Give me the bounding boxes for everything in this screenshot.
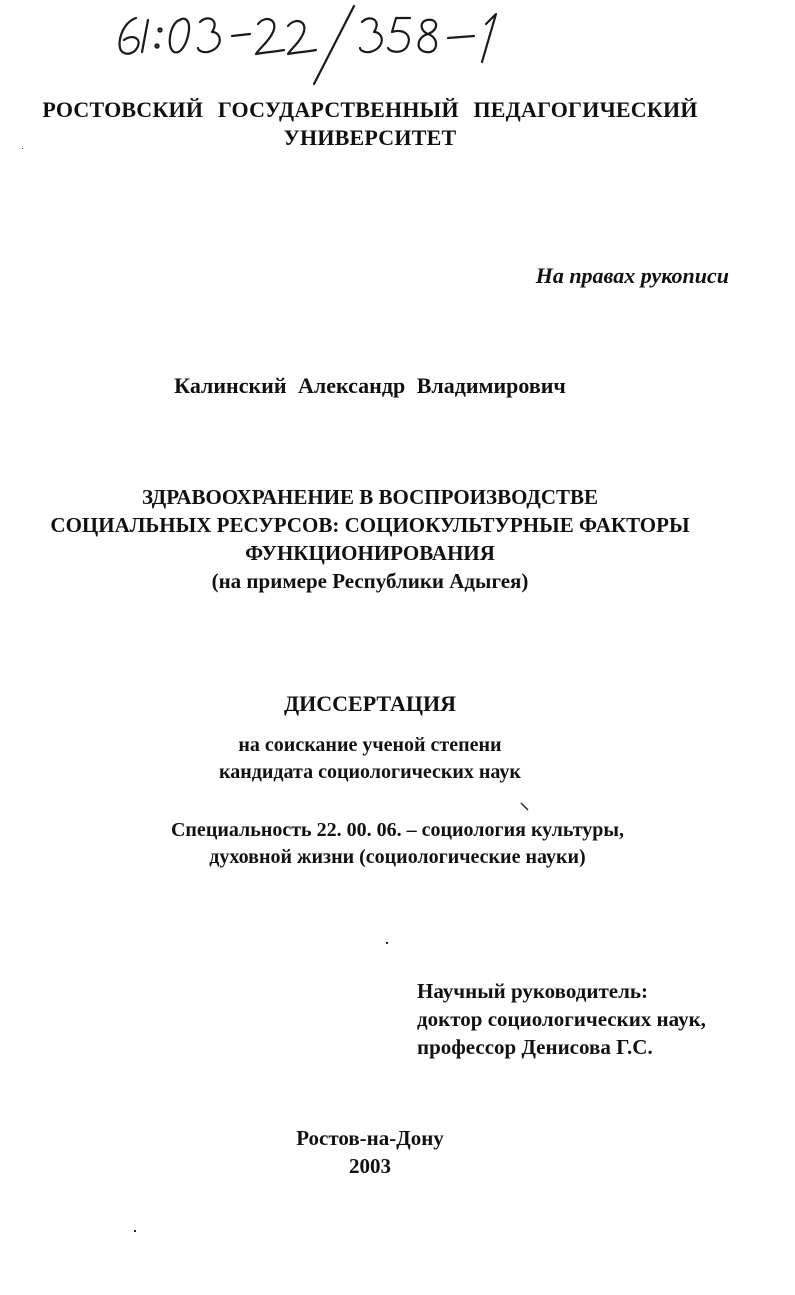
- stray-mark: [520, 802, 530, 812]
- thesis-title-line3: ФУНКЦИОНИРОВАНИЯ: [245, 541, 495, 565]
- stray-dot: [386, 942, 388, 944]
- supervisor-name: профессор Денисова Г.С.: [417, 1035, 653, 1059]
- degree-line2: кандидата социологических наук: [219, 761, 521, 783]
- thesis-subtitle: (на примере Республики Адыгея): [211, 569, 529, 593]
- degree-statement: [0, 732, 740, 786]
- stray-dot: [22, 148, 23, 149]
- specialty-line2: духовной жизни (социологические науки): [209, 846, 586, 868]
- year: 2003: [349, 1154, 391, 1178]
- supervisor-label: Научный руководитель:: [417, 979, 648, 1003]
- thesis-title-line1: ЗДРАВООХРАНЕНИЕ В ВОСПРОИЗВОДСТВЕ: [141, 485, 599, 509]
- document-type: ДИССЕРТАЦИЯ: [284, 691, 456, 716]
- handwritten-archive-number-drawing: [108, 0, 548, 90]
- place-and-year: [0, 1124, 740, 1180]
- university-name-line1: РОСТОВСКИЙ ГОСУДАРСТВЕННЫЙ ПЕДАГОГИЧЕСКИЙ: [42, 97, 698, 122]
- degree-line1: на соискание ученой степени: [238, 734, 502, 756]
- specialty-line1: Специальность 22. 00. 06. – социология культуры,: [170, 819, 625, 841]
- specialty: [0, 817, 795, 871]
- city: Ростов-на-Дону: [296, 1126, 444, 1150]
- author-name: Калинский Александр Владимирович: [174, 373, 566, 398]
- supervisor-degree: доктор социологических наук,: [417, 1007, 706, 1031]
- handwritten-archive-number: [108, 0, 548, 90]
- university-name-line2: УНИВЕРСИТЕТ: [283, 125, 457, 150]
- manuscript-rights-note: На правах рукописи: [535, 263, 729, 288]
- university-name: [0, 96, 740, 152]
- stray-dot: [134, 1230, 136, 1232]
- thesis-title: [0, 483, 740, 595]
- scientific-supervisor: [417, 977, 706, 1061]
- thesis-title-line2: СОЦИАЛЬНЫХ РЕСУРСОВ: СОЦИОКУЛЬТУРНЫЕ ФАКТОРЫ: [50, 513, 690, 537]
